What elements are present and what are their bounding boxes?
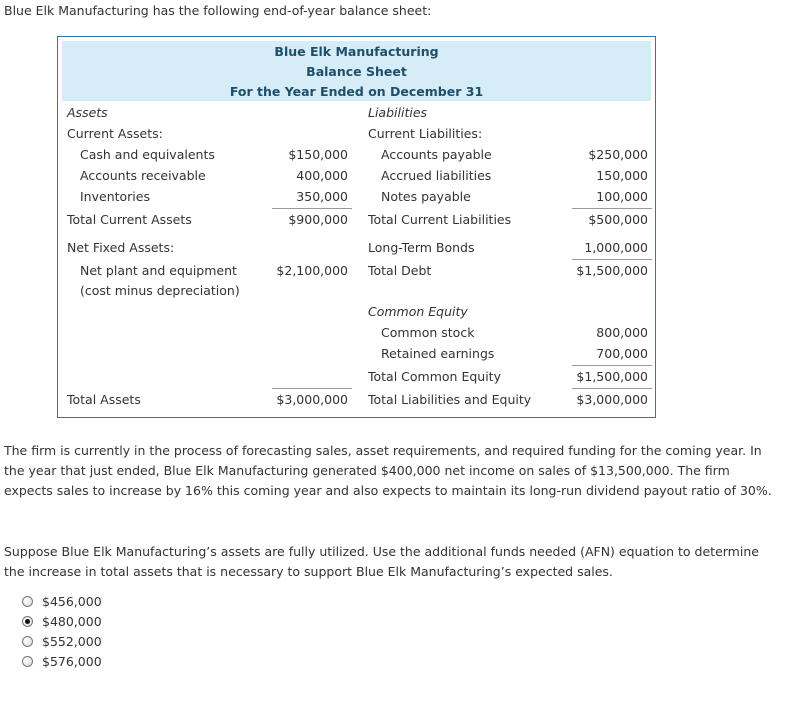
- liabilities-heading: Liabilities: [368, 105, 428, 120]
- answer-option-1[interactable]: [22, 593, 102, 609]
- tcl-value: $500,000: [588, 212, 648, 227]
- radio-button-icon[interactable]: [22, 636, 33, 647]
- answer-option-label: $552,000: [42, 633, 102, 649]
- accrued-label: Accrued liabilities: [381, 168, 492, 183]
- radio-button-icon[interactable]: [22, 596, 33, 607]
- inventories-value: 350,000: [296, 189, 348, 204]
- np-value: 100,000: [596, 189, 648, 204]
- ar-label: Accounts receivable: [80, 168, 206, 183]
- cash-label: Cash and equivalents: [80, 147, 215, 162]
- td-value: $1,500,000: [576, 263, 648, 278]
- cs-value: 800,000: [596, 325, 648, 340]
- balance-sheet: [57, 36, 656, 418]
- answer-option-label: $456,000: [42, 593, 102, 609]
- scenario-paragraph: The firm is currently in the process of forecasting sales, asset requirements, and required funding for the coming year. In the year that just ended, Blue Elk Manufacturing generated $400,000 net income on sales of $13,500,000. The firm expects sales to increase by 16% this coming year and also expects to maintain its long-run dividend payout ratio of 30%.: [4, 443, 772, 498]
- np-label: Notes payable: [381, 189, 471, 204]
- answer-option-2[interactable]: [22, 613, 102, 629]
- accrued-value: 150,000: [596, 168, 648, 183]
- answer-option-3[interactable]: [22, 633, 102, 649]
- td-label: Total Debt: [368, 263, 432, 278]
- tle-label: Total Liabilities and Equity: [368, 392, 532, 407]
- balance-sheet-header: [62, 41, 651, 101]
- ltb-label: Long-Term Bonds: [368, 240, 475, 255]
- ce-heading: Common Equity: [368, 304, 468, 319]
- tle-value: $3,000,000: [576, 392, 648, 407]
- answer-option-4[interactable]: [22, 653, 102, 669]
- sheet-title: Balance Sheet: [306, 64, 407, 79]
- ta-label: Total Assets: [67, 392, 141, 407]
- question-paragraph: Suppose Blue Elk Manufacturing’s assets are fully utilized. Use the additional funds needed (AFN) equation to determine the increase in total assets that is necessary to support Blue Elk Manufacturing’s expected sales.: [4, 544, 759, 579]
- intro-text: Blue Elk Manufacturing has the following end-of-year balance sheet:: [4, 3, 432, 18]
- answer-option-label: $576,000: [42, 653, 102, 669]
- ltb-value: 1,000,000: [584, 240, 648, 255]
- td-underline: [572, 259, 652, 260]
- tca-underline: [272, 208, 352, 209]
- cash-value: $150,000: [288, 147, 348, 162]
- npe-value: $2,100,000: [276, 263, 348, 278]
- tce-value: $1,500,000: [576, 369, 648, 384]
- tle-underline: [572, 388, 652, 389]
- tca-label: Total Current Assets: [67, 212, 192, 227]
- ap-label: Accounts payable: [381, 147, 492, 162]
- tcl-label: Total Current Liabilities: [368, 212, 512, 227]
- inventories-label: Inventories: [80, 189, 150, 204]
- sheet-period: For the Year Ended on December 31: [229, 84, 484, 99]
- radio-button-icon[interactable]: [22, 656, 33, 667]
- assets-heading: Assets: [67, 105, 108, 120]
- re-value: 700,000: [596, 346, 648, 361]
- ta-value: $3,000,000: [276, 392, 348, 407]
- re-label: Retained earnings: [381, 346, 495, 361]
- current-liabilities-label: Current Liabilities:: [368, 126, 483, 141]
- cs-label: Common stock: [381, 325, 475, 340]
- nfa-label: Net Fixed Assets:: [67, 240, 175, 255]
- npe-label: Net plant and equipment: [80, 263, 237, 278]
- radio-button-selected-icon[interactable]: [22, 616, 33, 627]
- tce-underline: [572, 365, 652, 366]
- tce-label: Total Common Equity: [368, 369, 501, 384]
- current-assets-label: Current Assets:: [67, 126, 163, 141]
- npe-label-sub: (cost minus depreciation): [80, 283, 240, 298]
- answer-option-label: $480,000: [42, 613, 102, 629]
- ap-value: $250,000: [588, 147, 648, 162]
- ta-underline: [272, 388, 352, 389]
- tcl-underline: [572, 208, 652, 209]
- tca-value: $900,000: [288, 212, 348, 227]
- ar-value: 400,000: [296, 168, 348, 183]
- company-name: Blue Elk Manufacturing: [274, 44, 439, 59]
